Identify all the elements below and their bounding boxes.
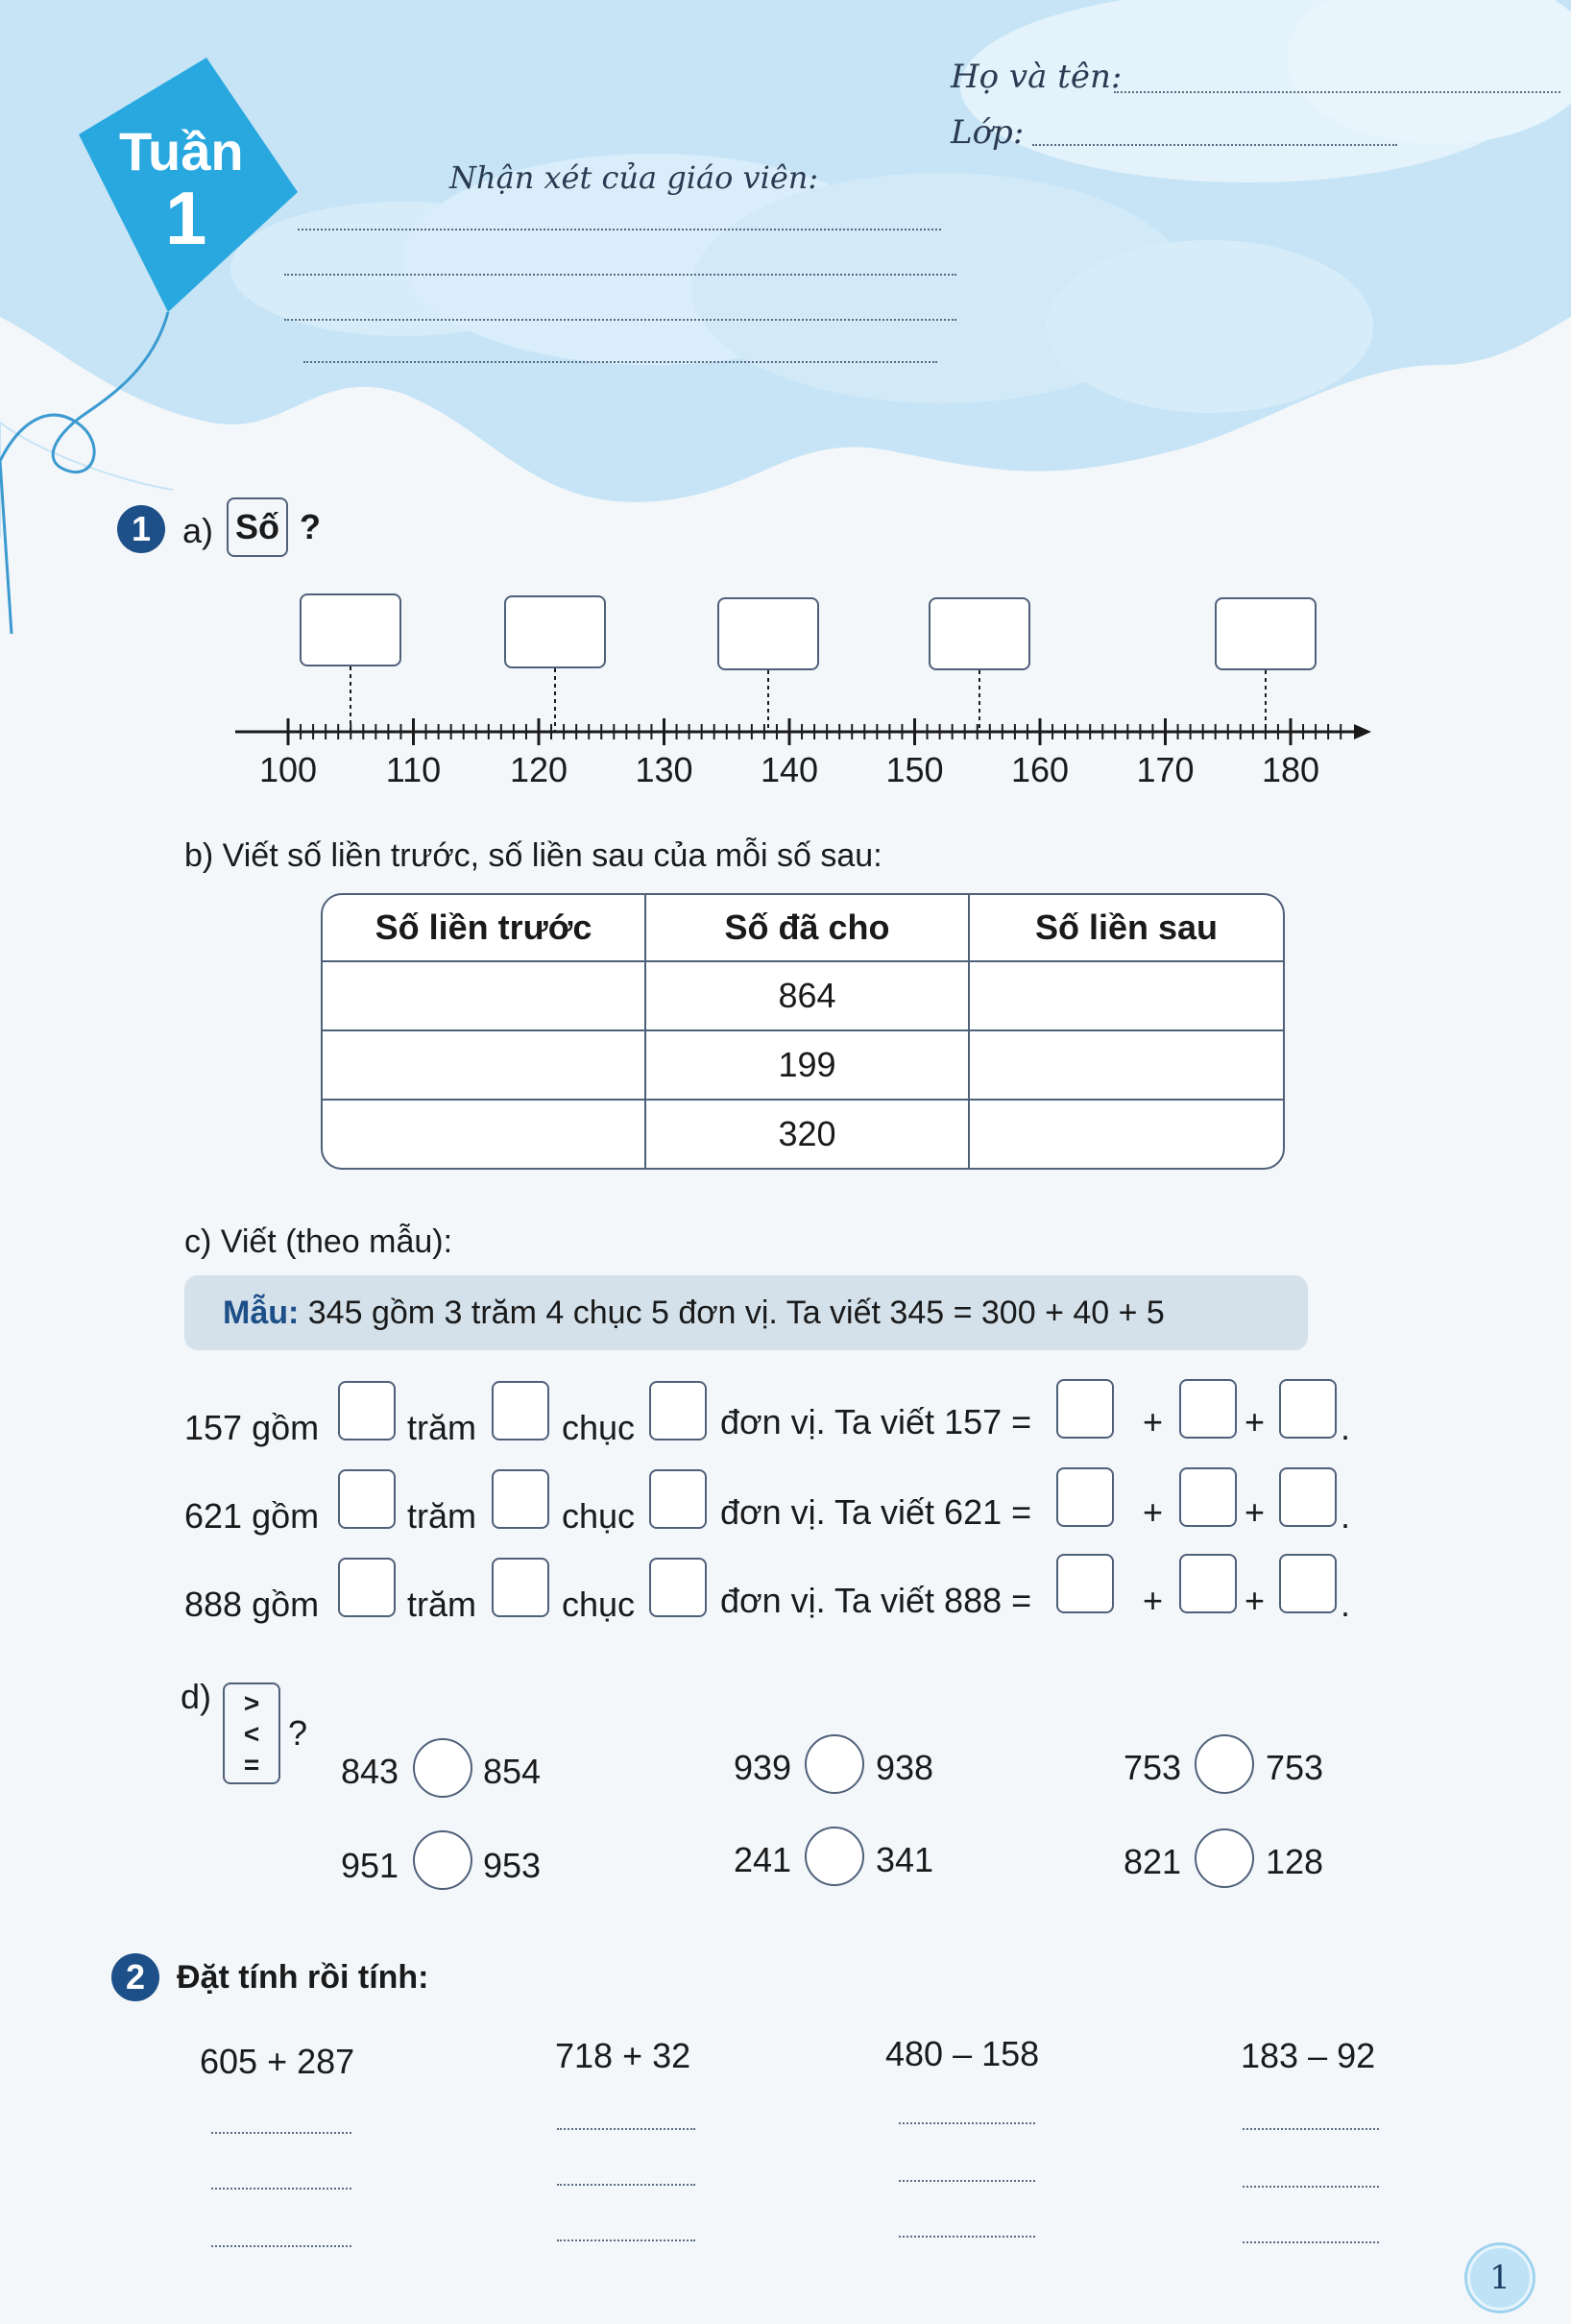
period: . <box>1341 1496 1351 1536</box>
tick-label: 140 <box>760 750 819 789</box>
cell-given: 320 <box>646 1101 970 1168</box>
tick-label: 170 <box>1136 750 1195 789</box>
calc-expression: 480 – 158 <box>885 2034 1040 2073</box>
compare-circle[interactable] <box>1195 1734 1254 1794</box>
chuc-label: chục <box>562 1408 636 1447</box>
week-word: Tuần <box>119 121 244 182</box>
tick-label: 160 <box>1010 750 1070 789</box>
number-line-answer-box[interactable] <box>1215 597 1317 670</box>
compare-left: 821 <box>1124 1842 1182 1881</box>
number-line-answer-box[interactable] <box>504 595 606 668</box>
cell-before[interactable] <box>323 1101 646 1168</box>
tram-label: trăm <box>407 1496 476 1536</box>
decompose-tail: đơn vị. Ta viết 157 = <box>720 1402 1032 1441</box>
compare-left: 241 <box>734 1840 792 1879</box>
tick-label: 150 <box>885 750 944 789</box>
sum-units-box[interactable] <box>1279 1467 1337 1527</box>
compare-symbols-box <box>223 1682 280 1784</box>
compare-left: 843 <box>341 1752 399 1791</box>
answer-line[interactable] <box>557 2128 695 2130</box>
exercise-2-badge: 2 <box>111 1953 159 2001</box>
week-number: 1 <box>165 176 207 260</box>
compare-circle[interactable] <box>1195 1828 1254 1888</box>
answer-line[interactable] <box>211 2132 351 2134</box>
units-box[interactable] <box>649 1558 707 1617</box>
cell-after[interactable] <box>970 1031 1283 1101</box>
plus-sign: + <box>1245 1581 1266 1620</box>
neighbor-number-table <box>321 893 1285 1170</box>
example-banner <box>184 1275 1308 1350</box>
compare-circle[interactable] <box>413 1738 472 1798</box>
cell-before[interactable] <box>323 962 646 1031</box>
answer-line[interactable] <box>1243 2186 1379 2188</box>
compare-circle[interactable] <box>805 1734 864 1794</box>
plus-sign: + <box>1143 1581 1164 1620</box>
compare-right: 854 <box>483 1752 542 1791</box>
compare-circle[interactable] <box>413 1830 472 1890</box>
compare-left: 753 <box>1124 1748 1182 1787</box>
example-label: Mẫu: <box>223 1295 300 1331</box>
calc-expression: 183 – 92 <box>1241 2036 1376 2075</box>
cell-given: 199 <box>646 1031 970 1101</box>
decompose-lead: 157 gồm <box>184 1408 320 1447</box>
part-d-label: d) <box>181 1677 212 1716</box>
teacher-comment-line-1[interactable] <box>298 229 941 230</box>
number-line-answer-box[interactable] <box>929 597 1030 670</box>
decompose-lead: 888 gồm <box>184 1585 320 1624</box>
period: . <box>1341 1408 1351 1447</box>
compare-left: 951 <box>341 1846 399 1885</box>
sum-units-box[interactable] <box>1279 1554 1337 1613</box>
compare-right: 753 <box>1266 1748 1324 1787</box>
plus-sign: + <box>1245 1402 1266 1441</box>
answer-line[interactable] <box>899 2180 1035 2182</box>
table-header-after: Số liền sau <box>970 895 1283 962</box>
sum-tens-box[interactable] <box>1179 1379 1237 1439</box>
decompose-lead: 621 gồm <box>184 1496 320 1536</box>
part-a-label: a) <box>182 511 214 550</box>
answer-line[interactable] <box>1243 2128 1379 2130</box>
tram-label: trăm <box>407 1585 476 1624</box>
tick-label: 100 <box>258 750 318 789</box>
so-label: Số <box>234 507 279 546</box>
hundreds-box[interactable] <box>338 1469 396 1529</box>
name-field[interactable] <box>1114 91 1560 93</box>
cell-after[interactable] <box>970 1101 1283 1168</box>
name-label: Họ và tên: <box>951 58 1123 96</box>
answer-line[interactable] <box>899 2236 1035 2238</box>
calc-expression: 718 + 32 <box>555 2036 691 2075</box>
answer-line[interactable] <box>557 2239 695 2241</box>
plus-sign: + <box>1143 1492 1164 1532</box>
cell-given: 864 <box>646 962 970 1031</box>
table-header-given: Số đã cho <box>646 895 970 962</box>
equals-symbol: = <box>243 1750 260 1779</box>
compare-right: 938 <box>876 1748 934 1787</box>
sum-tens-box[interactable] <box>1179 1554 1237 1613</box>
part-a-question: ? <box>300 507 321 546</box>
tick-label: 180 <box>1261 750 1320 789</box>
chuc-label: chục <box>562 1496 636 1536</box>
chuc-label: chục <box>562 1585 636 1624</box>
answer-line[interactable] <box>211 2188 351 2190</box>
teacher-comment-label: Nhận xét của giáo viên: <box>449 159 819 196</box>
compare-right: 128 <box>1266 1842 1324 1881</box>
sum-hundreds-box[interactable] <box>1056 1379 1114 1439</box>
number-line <box>0 663 1571 797</box>
cell-after[interactable] <box>970 962 1283 1031</box>
answer-line[interactable] <box>557 2184 695 2186</box>
hundreds-box[interactable] <box>338 1381 396 1440</box>
part-b-instruction: b) Viết số liền trước, số liền sau của mỗi số sau: <box>184 837 882 874</box>
table-header-before: Số liền trước <box>323 895 646 962</box>
number-line-answer-box[interactable] <box>300 593 401 666</box>
page-number-badge <box>1467 2245 1533 2311</box>
greater-than-symbol: > <box>243 1688 260 1718</box>
plus-sign: + <box>1245 1492 1266 1532</box>
page-number: 1 <box>1489 2259 1511 2297</box>
period: . <box>1341 1585 1351 1624</box>
sum-hundreds-box[interactable] <box>1056 1467 1114 1527</box>
table-row <box>323 1031 1283 1101</box>
tens-box[interactable] <box>492 1469 549 1529</box>
decompose-tail: đơn vị. Ta viết 621 = <box>720 1492 1032 1532</box>
compare-circle[interactable] <box>805 1827 864 1886</box>
tens-box[interactable] <box>492 1558 549 1617</box>
plus-sign: + <box>1143 1402 1164 1441</box>
sum-hundreds-box[interactable] <box>1056 1554 1114 1613</box>
class-field[interactable] <box>1032 144 1397 146</box>
sum-units-box[interactable] <box>1279 1379 1337 1439</box>
class-label: Lớp: <box>951 113 1025 152</box>
table-row <box>323 1101 1283 1168</box>
number-line-answer-box[interactable] <box>717 597 819 670</box>
cell-before[interactable] <box>323 1031 646 1101</box>
sum-tens-box[interactable] <box>1179 1467 1237 1527</box>
answer-line[interactable] <box>1243 2241 1379 2243</box>
units-box[interactable] <box>649 1381 707 1440</box>
teacher-comment-line-3[interactable] <box>284 319 956 321</box>
number-line-arrow <box>1354 724 1371 739</box>
tram-label: trăm <box>407 1408 476 1447</box>
compare-right: 953 <box>483 1846 542 1885</box>
decompose-tail: đơn vị. Ta viết 888 = <box>720 1581 1032 1620</box>
tick-label: 130 <box>635 750 693 789</box>
table-row <box>323 962 1283 1031</box>
part-d-question: ? <box>288 1713 308 1753</box>
so-box <box>227 497 288 557</box>
tens-box[interactable] <box>492 1381 549 1440</box>
answer-line[interactable] <box>211 2245 351 2247</box>
calc-expression: 605 + 287 <box>200 2042 355 2081</box>
example-text: 345 gồm 3 trăm 4 chục 5 đơn vị. Ta viết 345 = 300 + 40 + 5 <box>299 1295 1165 1331</box>
answer-line[interactable] <box>899 2122 1035 2124</box>
hundreds-box[interactable] <box>338 1558 396 1617</box>
less-than-symbol: < <box>243 1719 260 1749</box>
tick-label: 120 <box>509 750 568 789</box>
teacher-comment-line-4[interactable] <box>303 361 937 363</box>
units-box[interactable] <box>649 1469 707 1529</box>
tick-label: 110 <box>385 750 442 789</box>
exercise-2-title: Đặt tính rồi tính: <box>177 1959 429 1996</box>
compare-right: 341 <box>876 1840 934 1879</box>
exercise-1-badge: 1 <box>117 505 165 553</box>
part-c-instruction: c) Viết (theo mẫu): <box>184 1223 453 1260</box>
compare-left: 939 <box>734 1748 792 1787</box>
teacher-comment-line-2[interactable] <box>284 274 956 276</box>
